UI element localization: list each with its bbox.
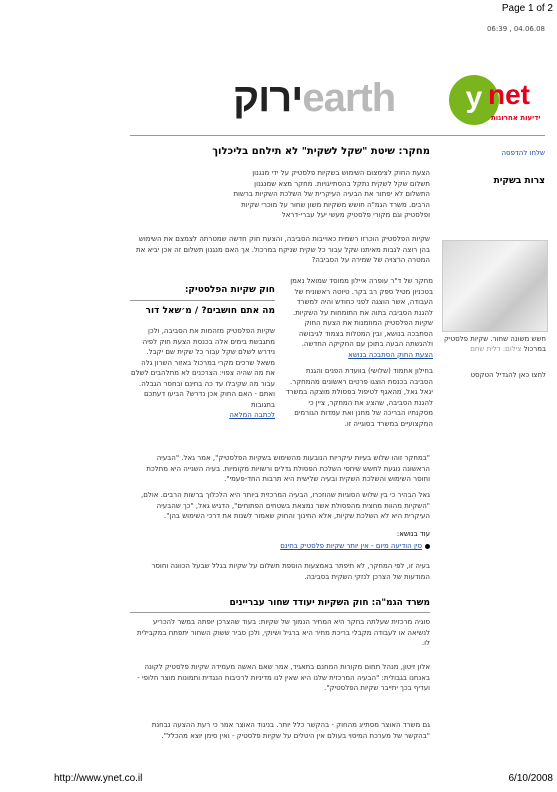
article-datetime: 06:39 , 04.06.08: [486, 25, 545, 33]
article-column-p1: מחקר של ד"ר עופרה איילון ממוסד שמואל נאמן בטכניון מטיל ספק רב בקר. טיוטה ראשונית של העבודה, אשר הוצגה לפני כחודש והיה למשרד להגנת הסביבה בתוה את התומחות על השקיות. שקיות הפלסטיק המוזמנות את הצעת החוק הסתבכה בנושא, ובין המטלות בצמוד לגיבושה ולהגשתה הבעה בתוכן עם החקיקה החדשה.: [290, 277, 433, 348]
see-also-label: עוד בנושא:: [396, 530, 430, 538]
bullet-icon: [425, 544, 430, 549]
header-divider: [130, 135, 545, 136]
photo-credit: צילום: דלית שחם: [470, 345, 522, 353]
footer-url: http://www.ynet.co.il: [54, 773, 143, 784]
article-paragraph-7: אלון זיטון, מנהל תחום מקורות המחנם בתאגיד, אמר שאם האשה מעמידה שקיות פלסטיק לקונה באנחנו בגבולית: "הבעיה המרכזית שלנו היא שאין לנו מדיניות לרכיבוח הנגדית ותמונות מוצר חלופי - ועדיף בכך יתייבר שקיות הפלסטיק".: [137, 663, 430, 692]
bill-link[interactable]: הצעת החוק הסתבכה בנושא: [348, 350, 433, 359]
see-also-item[interactable]: [130, 542, 430, 550]
poll-box-subheading: מה אתם חושבים? / מ׳שאל דור: [145, 306, 275, 316]
earth-logo-hebrew: ירוק: [233, 76, 303, 120]
see-also-link[interactable]: סין הודיעה מיום - אין יותר שקיות פלסטיק בחינם: [280, 542, 422, 550]
page-number: Page 1 of 2: [501, 3, 553, 14]
article-lead: הצעת החוק לצימצום השימוש בשקיות פלסטיק על ידי מנגנון תשלום שקל לשקית נתקל בהסתייגויות. מחקר מצא שמנגנון התשלום לא יפתור את הבעיה העיקרית של השלכת השקיות ברשות הרבים. משרד הגמ"ה חושש משקיות משון שחור על מוכרי שקיות ופלסטיק וגם מקורי פלסטיק מעשי יעל עברי-דראל: [233, 169, 430, 219]
article-paragraph-5: בעיה זו, לפי המחקר, לא תיפתר באמצעות הוספת תשלום על שקיות בגלל שבעל הכוונה וחוסר המודעות של הצרכן לנזקי השקית בסביבה.: [151, 562, 430, 581]
article-subheading: משרד הגמ"ה: חוק השקיות יעודד שחור עבריינים: [229, 598, 430, 608]
earth-logo[interactable]: [233, 78, 395, 118]
photo-caption-text: חשש משונה שחור. שקיות פלסטיק במרכול: [444, 335, 546, 353]
subheading-divider: [130, 612, 430, 613]
print-link[interactable]: שלחו להדפסה: [501, 149, 545, 157]
full-article-link[interactable]: לכתבה המלאה: [229, 411, 275, 419]
poll-box-text: שקיות הפלסטיק מזהמות את הסביבה, ולכן מתגבשת בימים אלה בכנסת הצעת חוק לפיה נידרש לשלם שקל עבור כל שקית שם יקבל. משאל שרכים מקרי במרכול באזור השרון גלה את מה שהיה צפוי: הצרכנים לא מתלהבים לשלם עבור מה שקיבלו עד כה בחינם ובחסר הגבלה. ואתם - האם החוק אכן נדרש? הביעו דעתכם בתגובות: [131, 327, 275, 409]
poll-box-heading: חוק שקיות הפלסטיק:: [184, 285, 275, 295]
poll-box-divider: [130, 300, 275, 301]
article-paragraph-8: גם משרד האוצר מסתייג מהחוק - בהקשר כלל יותר. בניגוד האוצר אמר כי רעת ההצעה נבחנת "בהקשר של מערכת המיסוי בעולם אין היטלים על שקיות פלסטיק - ואין סימן יוצא מהכלל".: [151, 721, 430, 740]
footer-date: 6/10/2008: [508, 773, 553, 784]
article-intro-paragraph: שקיות הפלסטיק הוכרזו רשמית כאוייבות הסביבה, והצעת חוק חדשה שמטרתה לצמצם את השימוש בהן רוצה לגבות מאיתנו שקל עבור כל שקית שניקח במרכול. אך האם מנגנון תשלום זה אכן יביא את המטרה הרצויה של שמירה על הסביבה?: [136, 235, 430, 264]
article-headline: מחקר: שיטת "שקל לשקית" לא תילחם בליכלוך: [212, 146, 430, 157]
article-column: [285, 276, 433, 429]
plastic-bags-photo: [442, 240, 548, 332]
article-column-p2: בחילון אחמוד (שלושי) בוועדת הפנים והגנת הסביבה בכנסת הוצגו פרטים ראשונים מהמחקר. יגאל גאל, מהאגף לטיפול בפסולת מוצקה במשרד להגנת הסביבה, שהציג את המחקר, ציין כי מסקנתיו הבריכה של מחנן ואת עמדות הגורמים המקצועיים במשרד בסוגייה זו.: [285, 367, 433, 428]
ynet-logo-tagline: ידיעות אחרונות: [491, 114, 541, 122]
article-paragraph-6: סוגיה מרכזית שעלתה בחקר היא המחיר הנמוך של שקיות: בעוד שהצרכן יופתה במשר להכריע לנשיאה או לעבודה מקבלי בריכת מחיר היא ברגיל ושיוקי, ולכן סביר ששוק השחור יתפתח במקבילית לו.: [137, 618, 430, 647]
photo-caption: [442, 334, 546, 354]
earth-logo-english: earth: [302, 76, 396, 120]
article-paragraph-3: "במחקר זוהו שלוש בעיות עיקריות הנובעות מהשימוש בשקיות הפלסטיק", אמר גאל. "הבעיה הראשונה נוגעת לחשש שיחסי השלכת הפסולת גדלים ורשויות מקומיות. בעיה השנייה היא מתלכת וחוסר השימוש והשלכת השקית ובעיה שלישית היא תרבות החד-פעמי".: [146, 454, 430, 483]
ynet-logo-circle[interactable]: y: [449, 75, 499, 125]
enlarge-text-link[interactable]: לחצו כאן להגדיל הטקסט: [470, 371, 546, 379]
ynet-logo-word[interactable]: net: [488, 79, 530, 110]
sidebar-heading: צרות בשקית: [493, 176, 545, 186]
article-paragraph-4: גאל הבהיר כי בין שלוש הסוגיות שהוזכרו, הבעיה המרכזית ביותר היא הלכלוך ברשות הרבים. אולם, "השקיות מהוות מחצית מהפסולת אשר נמצאת בשטחים הפתוחים", הדגיש גאל, "כך שהבעיה העיקרית היא לא השלכת שקיות, אלא החינוך והחוק שאמור לשנות את דרכי השימוש בהן".: [140, 491, 430, 520]
